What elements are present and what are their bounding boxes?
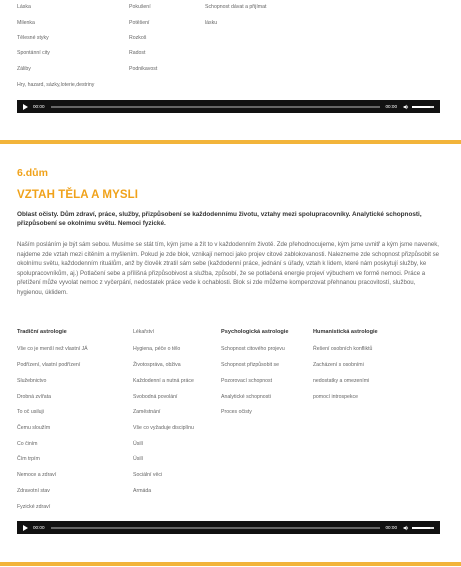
table-cell: Sociální věci [133, 472, 163, 478]
table-cell: To oč usiluji [17, 409, 44, 415]
section-divider [0, 562, 461, 566]
audio-player [17, 521, 440, 534]
table-cell: Podřízení, vlastní podřízení [17, 362, 81, 368]
column-header: Psychologická astrologie [221, 329, 289, 335]
table-cell: Zacházení s osobními [313, 362, 364, 368]
table-cell: Záliby [17, 66, 31, 72]
current-time: 00:00 [33, 104, 45, 109]
table-cell: Pokušení [129, 4, 151, 10]
table-cell: Pozorovací schopnost [221, 378, 273, 384]
table-cell: Milenka [17, 20, 35, 26]
column-header: Humanistická astrologie [313, 329, 378, 335]
table-cell: Nemoce a zdraví [17, 472, 57, 478]
table-cell: Láska [17, 4, 31, 10]
table-cell: Co činím [17, 441, 38, 447]
table-cell: Zdravotní stav [17, 488, 50, 494]
column-header: Tradiční astrologie [17, 329, 67, 335]
volume-slider[interactable] [412, 106, 434, 108]
table-cell: Čemu sloužím [17, 425, 51, 431]
table-cell: Fyzické zdraví [17, 504, 51, 510]
volume-icon[interactable] [403, 104, 409, 110]
section-title: VZTAH TĚLA A MYSLI [17, 189, 139, 201]
table-cell: Schopnost citového projevu [221, 346, 285, 352]
table-cell: Armáda [133, 488, 152, 494]
volume-slider[interactable] [412, 527, 434, 529]
table-cell: Hry, hazard, sázky,loterie,destriny [17, 82, 95, 88]
table-cell: Podnikavost [129, 66, 158, 72]
table-cell: Svobodná povolání [133, 394, 178, 400]
total-time: 00:00 [385, 525, 397, 530]
current-time: 00:00 [33, 525, 45, 530]
play-icon[interactable] [23, 104, 28, 110]
table-cell: Rozkoš [129, 35, 147, 41]
table-cell: Lékařství [133, 329, 155, 335]
seek-bar[interactable] [51, 106, 380, 108]
table-cell: lásku [205, 20, 218, 26]
table-cell: Hygiena, péče o tělo [133, 346, 181, 352]
table-cell: Služebnictvo [17, 378, 47, 384]
section-lead: Oblast očisty. Dům zdraví, práce, služby, přizpůsobení se každodennímu životu, vztahy mezi spolupracovníky. Analytické schopnosti, přizpůsobení se okolnímu světu. Nemoci fyzické. [17, 211, 422, 228]
table-cell: Zaměstnání [133, 409, 161, 415]
table-cell: Proces očisty [221, 409, 252, 415]
table-cell: Řešení osobních konfliktů [313, 346, 373, 352]
table-cell: Schopnost dávat a přijímat [205, 4, 267, 10]
table-cell: Drobná zvířata [17, 394, 52, 400]
table-cell: Vše co je menší než vlastní JÁ [17, 346, 88, 352]
table-cell: Spontánní city [17, 50, 50, 56]
table-cell: Vše co vyžaduje disciplínu [133, 425, 194, 431]
audio-player [17, 100, 440, 113]
total-time: 00:00 [385, 104, 397, 109]
table-cell: Životospráva, obživa [133, 362, 181, 368]
seek-bar[interactable] [51, 527, 380, 529]
table-cell: nedostatky a omezeními [313, 378, 370, 384]
table-cell: Čím trpím [17, 456, 40, 462]
section-paragraph: Naším posláním je být sám sebou. Musíme se stát tím, kým jsme a žít to v každodenním životě. Zde přehodnocujeme, kým jsme uvnitř a kým jsme navenek, najdeme zde vztah mezi cítěním a myšlením. Pokud je zde blok, vznikají nemoci jako projev citové zablokovanosti. Nalezneme zde schopnost přizpůsobit se okolnímu světu, každodenním rituálům, anž by člověk ztratil sám sebe (každodenní práce, jednání s úřady, vztah k lidem, které nám poskytují služby, ke spolupracovníkům, aj.) Potlačení sebe a přílišná přizpůsobivost a služba, způsobí, že se potlačená energie projeví výbuchem ve formě nemoci. Práce a přetížení může vyvolat nemoc z vyčerpání, nedostatek práce vede k ochablosti. Blok si zde můžeme kompenzovat přehnanou pracovitostí, službou, hygienou, úklidem. [17, 241, 440, 296]
volume-icon[interactable] [403, 525, 409, 531]
table-cell: Úsilí [133, 456, 144, 462]
table-cell: Úsilí [133, 441, 144, 447]
play-icon[interactable] [23, 525, 28, 531]
table-cell: Schopnost přizpůsobit se [221, 362, 279, 368]
house-number: 6.dům [17, 167, 48, 179]
table-cell: Radost [129, 50, 146, 56]
table-cell: pomocí introspekce [313, 394, 358, 400]
table-cell: Analytické schopnosti [221, 394, 271, 400]
table-cell: Tělesné styky [17, 35, 49, 41]
table-cell: Potěšení [129, 20, 150, 26]
table-cell: Každodenní a nutná práce [133, 378, 194, 384]
section-divider [0, 140, 461, 144]
